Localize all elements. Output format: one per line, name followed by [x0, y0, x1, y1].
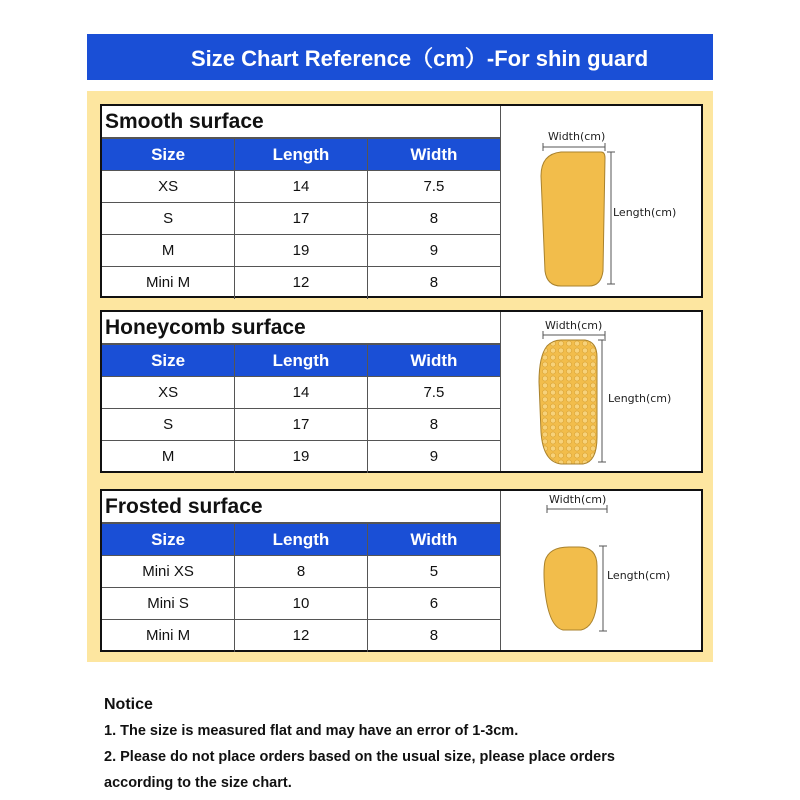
- cell-size: Mini XS: [102, 556, 235, 588]
- table-row: [102, 556, 500, 588]
- cell-width: 9: [367, 441, 500, 473]
- table-row: [102, 620, 500, 652]
- cell-length: 17: [235, 203, 368, 235]
- table-row: [102, 171, 500, 203]
- section-title: Honeycomb surface: [102, 312, 500, 344]
- cell-width: 5: [367, 556, 500, 588]
- honeycomb-guard-diagram: [501, 312, 701, 471]
- table-header-row: [102, 139, 500, 171]
- column-header-size: Size: [102, 345, 235, 377]
- cell-width: 8: [367, 267, 500, 299]
- length-label: Length(cm): [613, 206, 677, 219]
- length-label: Length(cm): [607, 569, 671, 582]
- cell-width: 9: [367, 235, 500, 267]
- shin-guard-smooth-shape: [541, 152, 605, 286]
- smooth-diagram-area: [500, 106, 701, 296]
- honeycomb-table-area: [102, 312, 500, 471]
- shin-guard-smooth-illustration: [501, 106, 703, 296]
- cell-size: Mini M: [102, 267, 235, 299]
- notice-block: [104, 692, 724, 796]
- notice-line-3: according to the size chart.: [104, 775, 292, 791]
- cell-width: 7.5: [367, 171, 500, 203]
- cell-size: S: [102, 203, 235, 235]
- table-row: [102, 235, 500, 267]
- cell-length: 19: [235, 235, 368, 267]
- column-header-width: Width: [367, 345, 500, 377]
- cell-size: XS: [102, 377, 235, 409]
- section-frosted: [100, 489, 703, 652]
- cell-size: Mini M: [102, 620, 235, 652]
- cell-length: 19: [235, 441, 368, 473]
- frosted-table-area: [102, 491, 500, 650]
- width-label: Width(cm): [545, 319, 603, 332]
- table-row: [102, 409, 500, 441]
- cell-width: 8: [367, 620, 500, 652]
- column-header-length: Length: [235, 345, 368, 377]
- frosted-diagram-area: [500, 491, 701, 650]
- shin-guard-frosted-illustration: [501, 491, 703, 650]
- frosted-guard-diagram: [501, 491, 701, 650]
- cell-width: 6: [367, 588, 500, 620]
- cell-size: S: [102, 409, 235, 441]
- width-label: Width(cm): [549, 493, 607, 506]
- cell-width: 8: [367, 409, 500, 441]
- cell-size: M: [102, 235, 235, 267]
- cell-size: M: [102, 441, 235, 473]
- table-row: [102, 377, 500, 409]
- smooth-table-area: [102, 106, 500, 296]
- page-banner: [87, 34, 713, 80]
- notice-line-2: 2. Please do not place orders based on the usual size, please place orders: [104, 749, 615, 765]
- cell-length: 12: [235, 267, 368, 299]
- cell-length: 12: [235, 620, 368, 652]
- notice-line-1: 1. The size is measured flat and may have an error of 1-3cm.: [104, 723, 519, 739]
- section-smooth: [100, 104, 703, 298]
- cell-width: 7.5: [367, 377, 500, 409]
- table-header-row: [102, 345, 500, 377]
- column-header-size: Size: [102, 524, 235, 556]
- cell-length: 8: [235, 556, 368, 588]
- size-table: [102, 344, 500, 473]
- banner-title: Size Chart Reference（cm）-For shin guard: [191, 45, 649, 71]
- cell-length: 14: [235, 377, 368, 409]
- column-header-width: Width: [367, 139, 500, 171]
- section-honeycomb: [100, 310, 703, 473]
- cell-length: 10: [235, 588, 368, 620]
- shin-guard-honeycomb-illustration: [501, 312, 703, 471]
- notice-heading: Notice: [104, 696, 153, 713]
- table-row: [102, 441, 500, 473]
- honeycomb-diagram-area: [500, 312, 701, 471]
- column-header-length: Length: [235, 139, 368, 171]
- size-table: [102, 138, 500, 299]
- cell-width: 8: [367, 203, 500, 235]
- cell-size: XS: [102, 171, 235, 203]
- cell-length: 14: [235, 171, 368, 203]
- table-header-row: [102, 524, 500, 556]
- cell-length: 17: [235, 409, 368, 441]
- smooth-guard-diagram: [501, 106, 701, 296]
- width-label: Width(cm): [548, 130, 606, 143]
- column-header-size: Size: [102, 139, 235, 171]
- size-table: [102, 523, 500, 652]
- column-header-width: Width: [367, 524, 500, 556]
- table-row: [102, 267, 500, 299]
- section-title: Frosted surface: [102, 491, 500, 523]
- table-row: [102, 588, 500, 620]
- column-header-length: Length: [235, 524, 368, 556]
- shin-guard-frosted-shape: [544, 547, 597, 630]
- cell-size: Mini S: [102, 588, 235, 620]
- table-row: [102, 203, 500, 235]
- shin-guard-honeycomb-shape: [539, 340, 597, 464]
- section-title: Smooth surface: [102, 106, 500, 138]
- length-label: Length(cm): [608, 392, 672, 405]
